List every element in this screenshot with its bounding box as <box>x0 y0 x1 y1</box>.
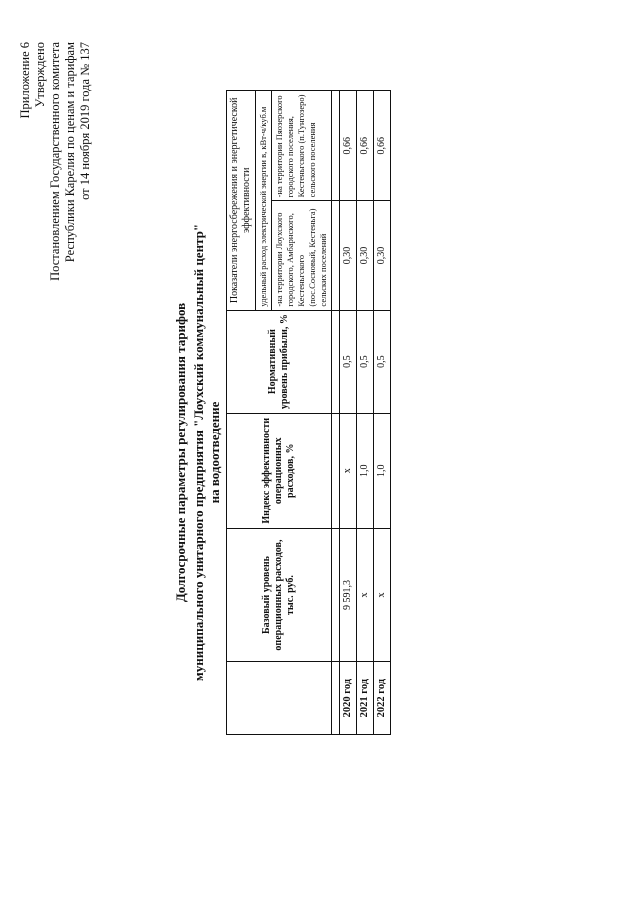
energy-territory-2-cell: 0,66 <box>357 91 374 201</box>
energy-territory-2-cell: 0,66 <box>374 91 391 201</box>
appendix-number: Приложение 6 <box>18 42 32 119</box>
specific-consumption-header: удельный расход электрической энергии в, кВт-ч/куб.м <box>256 91 272 311</box>
table-row <box>357 91 374 735</box>
territory-1-header: -на территории Лоухского городского, Амбарнского, Кестеньгского (пос.Сосновый, Кестеньга) сельских поселений <box>272 201 332 310</box>
normative-profit-cell: 0,5 <box>357 310 374 413</box>
committee-line: Республики Карелия по ценам и тарифам <box>63 42 77 263</box>
efficiency-index-cell: 1,0 <box>357 413 374 528</box>
title-line-3: на водоотведение <box>207 401 222 504</box>
normative-profit-header: Нормативный уровень прибыли, % <box>227 310 332 413</box>
title-line-1: Долгосрочные параметры регулирования тарифов <box>173 302 188 603</box>
efficiency-index-cell: x <box>340 413 357 528</box>
energy-territory-1-cell: 0,30 <box>357 201 374 310</box>
base-level-cell: x <box>357 528 374 661</box>
tariff-parameters-table <box>226 90 391 735</box>
approved-label: Утверждено <box>33 42 47 108</box>
year-cell: 2020 год <box>340 662 357 735</box>
efficiency-index-cell: 1,0 <box>374 413 391 528</box>
year-cell: 2021 год <box>357 662 374 735</box>
resolution-date: от 14 ноября 2019 года № 137 <box>78 42 92 200</box>
table-row <box>374 91 391 735</box>
table-spacer-row <box>332 91 340 735</box>
energy-territory-1-cell: 0,30 <box>374 201 391 310</box>
year-cell: 2022 год <box>374 662 391 735</box>
table-header-row <box>227 91 256 735</box>
base-level-cell: 9 591,3 <box>340 528 357 661</box>
energy-indicators-header: Показатели энергосбережения и энергетической эффективности <box>227 91 256 311</box>
resolution-line: Постановлением Государственного комитета <box>48 42 62 281</box>
energy-territory-2-cell: 0,66 <box>340 91 357 201</box>
base-level-header: Базовый уровень операционных расходов, тыс. руб. <box>227 528 332 661</box>
table-row <box>340 91 357 735</box>
base-level-cell: x <box>374 528 391 661</box>
efficiency-index-header: Индекс эффективности операционных расходов, % <box>227 413 332 528</box>
normative-profit-cell: 0,5 <box>340 310 357 413</box>
title-line-2: муниципального унитарного предприятия "Лоухский коммунальный центр" <box>191 223 206 682</box>
year-header <box>227 662 332 735</box>
approval-block <box>18 42 93 281</box>
energy-territory-1-cell: 0,30 <box>340 201 357 310</box>
normative-profit-cell: 0,5 <box>374 310 391 413</box>
territory-2-header: -на территории Пяозерского городского поселения, Кестеньгского (п.Тунгозеро) сельского поселения <box>272 91 332 201</box>
